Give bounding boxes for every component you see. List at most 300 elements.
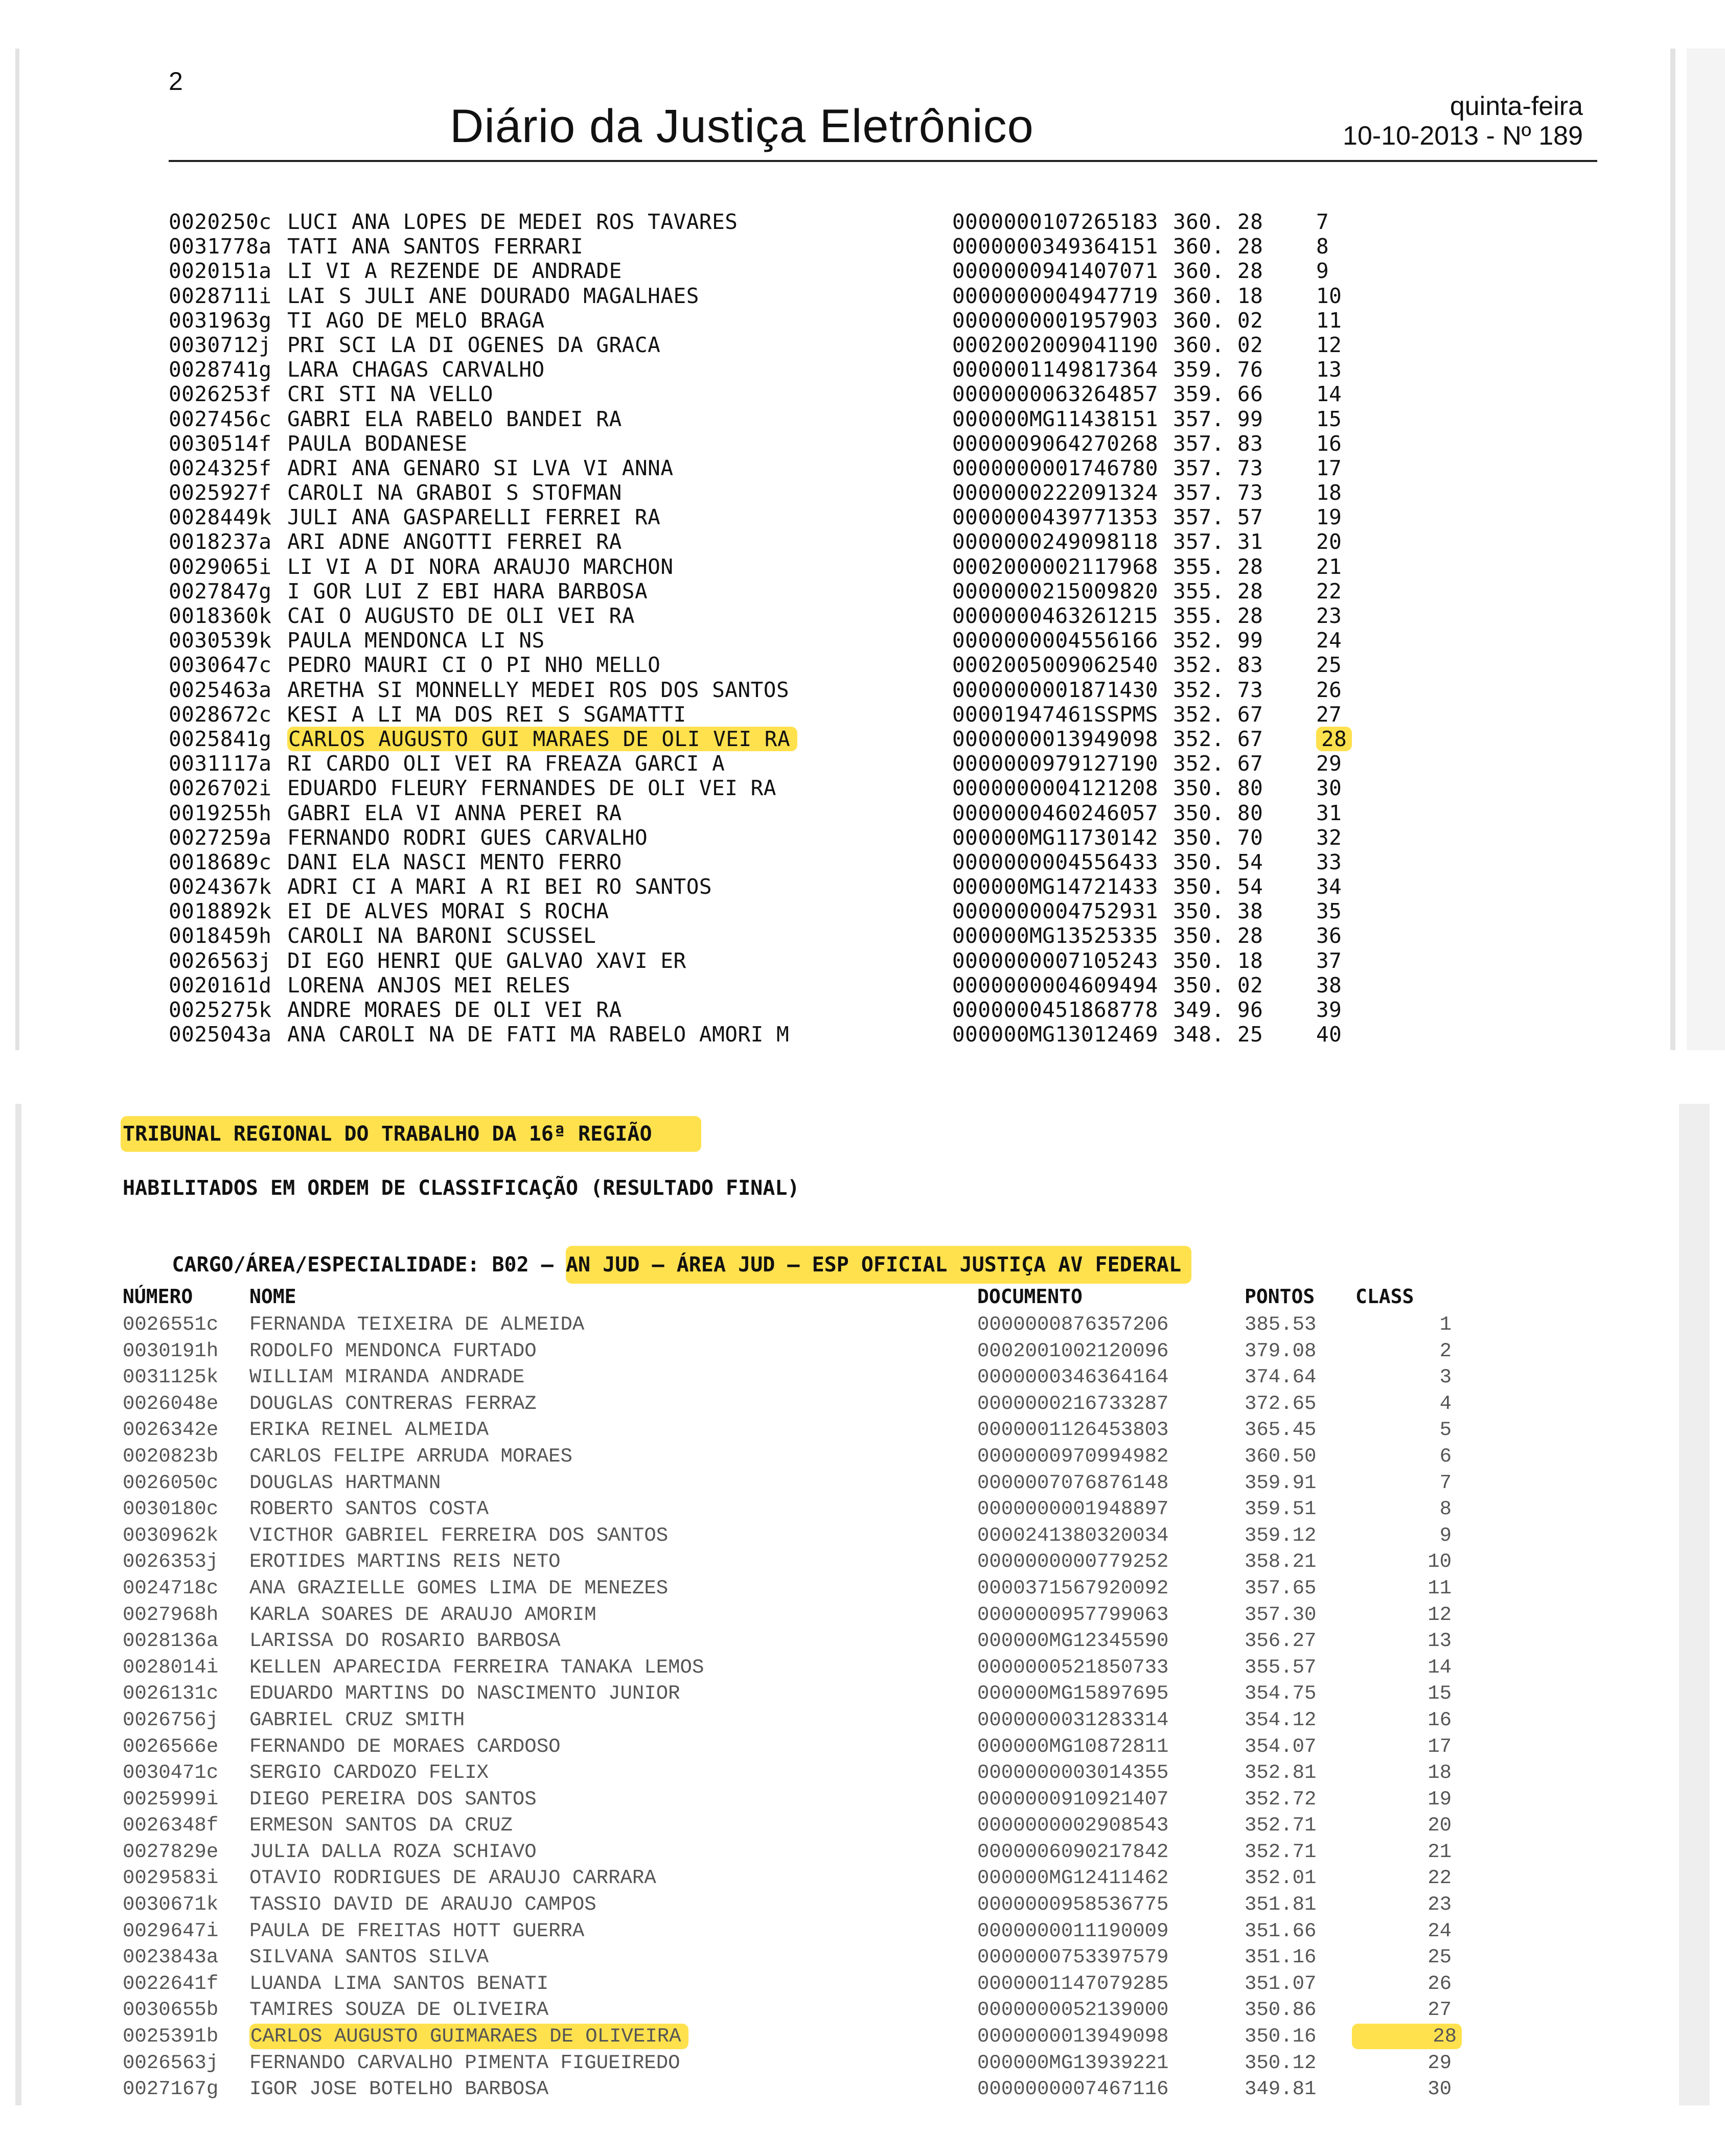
candidate-number: 0020823b	[123, 1445, 219, 1468]
candidate-number: 0030180c	[123, 1498, 219, 1521]
candidate-document: 0000000107265183	[952, 210, 1158, 234]
candidate-points: 350. 70	[1173, 825, 1263, 850]
candidate-number: 0020250c	[169, 210, 272, 234]
candidate-rank: 25	[1316, 653, 1342, 678]
candidate-name: CARLOS AUGUSTO GUI MARAES DE OLI VEI RA	[287, 727, 797, 751]
table-row	[169, 899, 1421, 923]
candidate-points: 354.75	[1245, 1682, 1317, 1705]
candidate-number: 0031117a	[169, 751, 272, 776]
candidate-name: ARI ADNE ANGOTTI FERREI RA	[287, 529, 622, 554]
candidate-rank: 13	[1316, 357, 1342, 382]
candidate-points: 360. 28	[1173, 259, 1263, 284]
candidate-points: 355. 28	[1173, 604, 1263, 628]
table-row	[169, 529, 1421, 554]
candidate-number: 0025275k	[169, 998, 272, 1022]
candidate-name: EDUARDO MARTINS DO NASCIMENTO JUNIOR	[249, 1682, 680, 1705]
candidate-number: 0019255h	[169, 800, 272, 825]
candidate-number: 0026563j	[123, 2051, 219, 2074]
candidate-rank: 36	[1316, 923, 1342, 948]
candidate-document: 0000000001948897	[977, 1498, 1169, 1521]
candidate-number: 0030962k	[123, 1524, 219, 1547]
candidate-rank: 10	[1316, 283, 1342, 308]
candidate-document: 0000001126453803	[977, 1419, 1169, 1442]
candidate-rank: 20	[1428, 1814, 1452, 1837]
candidate-document: 0002000002117968	[952, 554, 1158, 579]
candidate-points: 357. 73	[1173, 480, 1263, 505]
candidate-points: 379.08	[1245, 1339, 1317, 1362]
candidate-rank: 28	[1316, 727, 1352, 751]
candidate-points: 350.12	[1245, 2051, 1317, 2074]
candidate-rank: 28	[1352, 2024, 1462, 2049]
candidate-name: KESI A LI MA DOS REI S SGAMATTI	[287, 702, 686, 727]
candidate-name: CRI STI NA VELLO	[287, 382, 493, 407]
candidate-number: 0030671k	[123, 1893, 219, 1916]
candidate-document: 0000000004609494	[952, 972, 1158, 998]
candidate-name: DIEGO PEREIRA DOS SANTOS	[249, 1788, 537, 1811]
candidate-points: 355. 28	[1173, 578, 1263, 604]
candidate-name: ADRI CI A MARI A RI BEI RO SANTOS	[287, 874, 712, 899]
table-row	[169, 776, 1421, 800]
candidate-number: 0026756j	[123, 1708, 219, 1731]
results-subtitle: HABILITADOS EM ORDEM DE CLASSIFICAÇÃO (RESULTADO FINAL)	[123, 1176, 800, 1200]
candidate-name: ROBERTO SANTOS COSTA	[249, 1498, 489, 1521]
candidate-document: 0000000004947719	[952, 283, 1158, 308]
candidate-name: ADRI ANA GENARO SI LVA VI ANNA	[287, 455, 674, 480]
candidate-document: 000000MG10872811	[977, 1735, 1169, 1758]
candidate-name: EDUARDO FLEURY FERNANDES DE OLI VEI RA	[287, 776, 776, 801]
candidate-number: 0027456c	[169, 406, 272, 431]
table-row	[169, 604, 1421, 628]
candidate-name: VICTHOR GABRIEL FERREIRA DOS SANTOS	[249, 1524, 669, 1547]
page-edge	[1670, 49, 1675, 1050]
candidate-name: ARETHA SI MONNELLY MEDEI ROS DOS SANTOS	[287, 677, 790, 702]
candidate-name: FERNANDO DE MORAES CARDOSO	[249, 1735, 561, 1758]
candidate-points: 359.91	[1245, 1471, 1317, 1494]
candidate-points: 352.81	[1245, 1761, 1317, 1784]
cargo-specialty: AN JUD – ÁREA JUD – ESP OFICIAL JUSTIÇA AV FEDERAL	[566, 1246, 1191, 1284]
col-nome: NOME	[249, 1285, 296, 1308]
candidate-number: 0018459h	[169, 923, 272, 948]
table-row	[169, 801, 1421, 825]
candidate-rank: 2	[1439, 1339, 1452, 1362]
candidate-points: 352. 73	[1173, 677, 1263, 702]
candidate-points: 360. 02	[1173, 332, 1263, 357]
candidate-number: 0026348f	[123, 1814, 219, 1837]
candidate-rank: 26	[1428, 1972, 1452, 1995]
candidate-document: 0000000451868778	[952, 998, 1158, 1022]
table-row	[123, 1813, 1452, 1839]
table-row	[123, 1575, 1452, 1602]
candidate-points: 351.16	[1245, 1946, 1317, 1969]
candidate-points: 355.57	[1245, 1656, 1317, 1679]
publication-weekday: quinta-feira	[1450, 91, 1583, 121]
page-number: 2	[169, 67, 183, 96]
candidate-rank: 27	[1428, 1999, 1452, 2022]
candidate-document: 0000000004121208	[952, 776, 1158, 801]
candidate-name: PEDRO MAURI CI O PI NHO MELLO	[287, 653, 661, 678]
candidate-rank: 11	[1316, 308, 1342, 333]
candidate-rank: 14	[1428, 1656, 1452, 1679]
candidate-number: 0029065i	[169, 554, 272, 579]
candidate-document: 0000000521850733	[977, 1656, 1169, 1679]
header-rule	[169, 160, 1597, 162]
candidate-name: ERMESON SANTOS DA CRUZ	[249, 1814, 513, 1837]
candidate-points: 360. 28	[1173, 234, 1263, 259]
candidate-rank: 31	[1316, 800, 1342, 825]
candidate-number: 0028136a	[123, 1630, 219, 1653]
candidate-document: 0000000249098118	[952, 529, 1158, 554]
candidate-document: 0002002009041190	[952, 332, 1158, 357]
candidate-rank: 1	[1439, 1313, 1452, 1336]
candidate-document: 00001947461SSPMS	[952, 702, 1158, 727]
candidate-rank: 15	[1428, 1682, 1452, 1705]
table-row	[169, 308, 1421, 333]
table-row	[123, 1655, 1452, 1681]
candidate-name: PAULA MENDONCA LI NS	[287, 628, 545, 653]
candidate-number: 0026050c	[123, 1471, 219, 1494]
candidate-document: 0000000013949098	[977, 2025, 1169, 2048]
candidate-number: 0028711i	[169, 283, 272, 308]
candidate-name: LUANDA LIMA SANTOS BENATI	[249, 1972, 549, 1995]
candidate-points: 351.66	[1245, 1919, 1317, 1942]
table-row	[169, 874, 1421, 899]
candidate-document: 0000000910921407	[977, 1788, 1169, 1811]
table-row	[169, 480, 1421, 505]
table-row	[123, 1549, 1452, 1575]
candidate-points: 352. 67	[1173, 751, 1263, 776]
table-row	[123, 1944, 1452, 1971]
candidate-name: PAULA DE FREITAS HOTT GUERRA	[249, 1919, 585, 1942]
candidate-document: 0000000216733287	[977, 1392, 1169, 1415]
table-row	[123, 1338, 1452, 1365]
candidate-name: LI VI A REZENDE DE ANDRADE	[287, 259, 622, 284]
table-row	[169, 923, 1421, 948]
candidate-points: 350.86	[1245, 1999, 1317, 2022]
candidate-name: EROTIDES MARTINS REIS NETO	[249, 1550, 561, 1573]
table-row	[123, 1391, 1452, 1418]
candidate-document: 000000MG14721433	[952, 874, 1158, 899]
candidate-document: 0000000007467116	[977, 2078, 1169, 2101]
candidate-number: 0026702i	[169, 776, 272, 801]
candidate-number: 0024718c	[123, 1577, 219, 1599]
candidate-rank: 34	[1316, 874, 1342, 899]
candidate-document: 0000006090217842	[977, 1840, 1169, 1863]
table-row	[123, 1918, 1452, 1945]
candidate-rank: 24	[1428, 1919, 1452, 1942]
candidate-document: 0000000215009820	[952, 578, 1158, 604]
table-row	[123, 1444, 1452, 1470]
candidate-rank: 8	[1316, 234, 1329, 259]
candidate-points: 360. 18	[1173, 283, 1263, 308]
candidate-rank: 39	[1316, 998, 1342, 1022]
candidate-points: 385.53	[1245, 1313, 1317, 1336]
candidate-points: 359.51	[1245, 1498, 1317, 1521]
candidate-document: 0000000876357206	[977, 1313, 1169, 1336]
candidate-rank: 30	[1428, 2078, 1452, 2101]
candidate-name: CARLOS FELIPE ARRUDA MORAES	[249, 1445, 572, 1468]
candidate-document: 0000000004556433	[952, 849, 1158, 874]
candidate-document: 000000MG12345590	[977, 1630, 1169, 1653]
candidate-document: 0000371567920092	[977, 1577, 1169, 1599]
candidate-document: 000000MG13525335	[952, 923, 1158, 948]
candidate-points: 360.50	[1245, 1445, 1317, 1468]
candidate-name: DI EGO HENRI QUE GALVAO XAVI ER	[287, 948, 686, 973]
candidate-rank: 33	[1316, 849, 1342, 874]
candidate-rank: 12	[1316, 332, 1342, 357]
candidate-name: IGOR JOSE BOTELHO BARBOSA	[249, 2078, 549, 2101]
candidate-document: 0000000460246057	[952, 800, 1158, 825]
candidate-rank: 20	[1316, 529, 1342, 554]
candidate-number: 0030471c	[123, 1761, 219, 1784]
candidate-rank: 9	[1316, 259, 1329, 284]
candidate-document: 000000MG11438151	[952, 406, 1158, 431]
table-row	[169, 333, 1421, 357]
table-row	[169, 702, 1421, 727]
candidate-number: 0018892k	[169, 899, 272, 924]
candidate-name: WILLIAM MIRANDA ANDRADE	[249, 1366, 525, 1389]
candidate-rank: 21	[1428, 1840, 1452, 1863]
candidate-points: 374.64	[1245, 1366, 1317, 1389]
candidate-document: 0000000004752931	[952, 899, 1158, 924]
candidate-number: 0027968h	[123, 1603, 219, 1626]
candidate-points: 372.65	[1245, 1392, 1317, 1415]
candidate-points: 348. 25	[1173, 1022, 1263, 1047]
candidate-points: 359. 66	[1173, 382, 1263, 407]
candidate-number: 0029583i	[123, 1867, 219, 1890]
table-row	[169, 727, 1421, 751]
candidate-document: 0000000052139000	[977, 1999, 1169, 2022]
candidate-number: 0030712j	[169, 332, 272, 357]
table-row	[169, 579, 1421, 604]
candidate-points: 358.21	[1245, 1550, 1317, 1573]
candidate-rank: 14	[1316, 382, 1342, 407]
candidate-rank: 29	[1316, 751, 1342, 776]
candidate-document: 0000000001746780	[952, 455, 1158, 480]
candidate-name: I GOR LUI Z EBI HARA BARBOSA	[287, 578, 648, 604]
candidate-name: GABRI ELA VI ANNA PEREI RA	[287, 800, 622, 825]
table-row	[169, 210, 1421, 234]
candidate-rank: 38	[1316, 972, 1342, 998]
candidate-number: 0025999i	[123, 1788, 219, 1811]
candidate-number: 0025927f	[169, 480, 272, 505]
candidate-document: 0000000439771353	[952, 505, 1158, 530]
candidate-name: TATI ANA SANTOS FERRARI	[287, 234, 584, 259]
candidate-rank: 40	[1316, 1022, 1342, 1047]
candidate-rank: 29	[1428, 2051, 1452, 2074]
candidate-rank: 23	[1316, 604, 1342, 628]
candidate-points: 350. 28	[1173, 923, 1263, 948]
candidate-number: 0031963g	[169, 308, 272, 333]
candidate-number: 0027167g	[123, 2078, 219, 2101]
candidate-points: 352. 99	[1173, 628, 1263, 653]
candidate-document: 0000000011190009	[977, 1919, 1169, 1942]
candidate-number: 0024367k	[169, 874, 272, 899]
results-table	[123, 1284, 1457, 2103]
col-numero: NÚMERO	[123, 1285, 193, 1308]
candidate-document: 000000MG13939221	[977, 2051, 1169, 2074]
candidate-points: 357. 73	[1173, 455, 1263, 480]
candidate-document: 0000009064270268	[952, 431, 1158, 456]
candidate-name: KARLA SOARES DE ARAUJO AMORIM	[249, 1603, 596, 1626]
edition-date-number: 10-10-2013 - Nº 189	[1343, 121, 1583, 151]
candidate-points: 356.27	[1245, 1630, 1317, 1653]
candidate-name: SERGIO CARDOZO FELIX	[249, 1761, 489, 1784]
candidate-name: TAMIRES SOUZA DE OLIVEIRA	[249, 1999, 549, 2022]
candidate-points: 350. 54	[1173, 849, 1263, 874]
candidate-name: LAI S JULI ANE DOURADO MAGALHAES	[287, 283, 699, 308]
candidate-number: 0018689c	[169, 849, 272, 874]
candidate-document: 0000001149817364	[952, 357, 1158, 382]
candidate-points: 360. 02	[1173, 308, 1263, 333]
candidate-points: 352. 83	[1173, 653, 1263, 678]
candidate-name: CAI O AUGUSTO DE OLI VEI RA	[287, 604, 635, 628]
candidate-document: 0000001147079285	[977, 1972, 1169, 1995]
candidate-name: DANI ELA NASCI MENTO FERRO	[287, 849, 622, 874]
candidate-name: JULIA DALLA ROZA SCHIAVO	[249, 1840, 537, 1863]
table-row	[123, 1997, 1452, 2024]
table-row	[169, 554, 1421, 579]
candidate-document: 0000000463261215	[952, 604, 1158, 628]
table-row	[123, 1364, 1452, 1391]
candidate-rank: 30	[1316, 776, 1342, 801]
candidate-name: RI CARDO OLI VEI RA FREAZA GARCI A	[287, 751, 725, 776]
candidate-number: 0026131c	[123, 1682, 219, 1705]
table-row	[169, 382, 1421, 406]
table-row	[169, 259, 1421, 283]
candidate-name: JULI ANA GASPARELLI FERREI RA	[287, 505, 661, 530]
table-row	[123, 1602, 1452, 1629]
candidate-document: 0000000000779252	[977, 1550, 1169, 1573]
page-edge	[1679, 1104, 1710, 2105]
candidate-number: 0027847g	[169, 578, 272, 604]
candidate-rank: 22	[1428, 1867, 1452, 1890]
table-row	[169, 456, 1421, 480]
candidate-points: 352. 67	[1173, 726, 1263, 751]
candidate-name: LARISSA DO ROSARIO BARBOSA	[249, 1630, 561, 1653]
candidate-rank: 16	[1316, 431, 1342, 456]
candidate-number: 0022641f	[123, 1972, 219, 1995]
candidate-points: 354.07	[1245, 1735, 1317, 1758]
candidate-number: 0018360k	[169, 604, 272, 628]
page-margin	[1687, 49, 1725, 1050]
candidate-points: 357.65	[1245, 1577, 1317, 1599]
candidate-rank: 32	[1316, 825, 1342, 850]
candidate-points: 349. 96	[1173, 998, 1263, 1022]
table-row	[169, 1022, 1421, 1047]
candidate-name: SILVANA SANTOS SILVA	[249, 1946, 489, 1969]
candidate-number: 0024325f	[169, 455, 272, 480]
candidate-number: 0027829e	[123, 1840, 219, 1863]
candidate-points: 350.16	[1245, 2025, 1317, 2048]
table-row	[123, 1681, 1452, 1707]
candidate-name: FERNANDO RODRI GUES CARVALHO	[287, 825, 648, 850]
candidate-points: 351.81	[1245, 1893, 1317, 1916]
candidate-document: 0000000979127190	[952, 751, 1158, 776]
table-row	[123, 2076, 1452, 2103]
table-row	[123, 1470, 1452, 1497]
candidate-rank: 21	[1316, 554, 1342, 579]
candidate-rank: 35	[1316, 899, 1342, 924]
candidate-document: 0000000970994982	[977, 1445, 1169, 1468]
candidate-number: 0025841g	[169, 726, 272, 751]
candidate-rank: 15	[1316, 406, 1342, 431]
candidate-document: 000000MG15897695	[977, 1682, 1169, 1705]
candidate-number: 0018237a	[169, 529, 272, 554]
candidate-name: TI AGO DE MELO BRAGA	[287, 308, 545, 333]
candidate-name: TASSIO DAVID DE ARAUJO CAMPOS	[249, 1893, 596, 1916]
cargo-label: CARGO/ÁREA/ESPECIALIDADE: B02 –	[172, 1253, 566, 1277]
candidate-name: EI DE ALVES MORAI S ROCHA	[287, 899, 609, 924]
candidate-number: 0030655b	[123, 1999, 219, 2022]
candidate-rank: 7	[1316, 210, 1329, 234]
table-row	[169, 505, 1421, 529]
candidate-name: GABRIEL CRUZ SMITH	[249, 1708, 465, 1731]
candidate-name: DOUGLAS HARTMANN	[249, 1471, 441, 1494]
candidate-number: 0030514f	[169, 431, 272, 456]
candidate-points: 350. 54	[1173, 874, 1263, 899]
candidate-document: 0000000346364164	[977, 1366, 1169, 1389]
candidate-rank: 27	[1316, 702, 1342, 727]
table-row	[123, 1523, 1452, 1549]
candidate-number: 0020151a	[169, 259, 272, 284]
table-row	[123, 1892, 1452, 1918]
candidate-rank: 13	[1428, 1630, 1452, 1653]
candidate-number: 0029647i	[123, 1919, 219, 1942]
court-name: TRIBUNAL REGIONAL DO TRABALHO DA 16ª REGIÃO	[121, 1116, 701, 1152]
candidate-points: 352.72	[1245, 1788, 1317, 1811]
candidate-rank: 3	[1439, 1366, 1452, 1389]
candidate-number: 0025391b	[123, 2025, 219, 2048]
candidate-number: 0031125k	[123, 1366, 219, 1389]
candidate-document: 000000MG11730142	[952, 825, 1158, 850]
gazette-page	[0, 0, 1725, 1050]
table-row	[169, 628, 1421, 653]
table-row	[123, 1707, 1452, 1734]
candidate-name: LARA CHAGAS CARVALHO	[287, 357, 545, 382]
candidate-points: 350. 02	[1173, 972, 1263, 998]
candidate-name: OTAVIO RODRIGUES DE ARAUJO CARRARA	[249, 1867, 656, 1890]
candidate-rank: 6	[1439, 1445, 1452, 1468]
candidate-points: 357. 31	[1173, 529, 1263, 554]
table-row	[169, 973, 1421, 998]
candidate-points: 357. 57	[1173, 505, 1263, 530]
table-row	[123, 1865, 1452, 1892]
candidate-number: 0030539k	[169, 628, 272, 653]
candidate-points: 354.12	[1245, 1708, 1317, 1731]
candidate-name: CAROLI NA BARONI SCUSSEL	[287, 923, 596, 948]
table-row	[169, 357, 1421, 382]
candidate-document: 0000000013949098	[952, 726, 1158, 751]
candidate-name: KELLEN APARECIDA FERREIRA TANAKA LEMOS	[249, 1656, 704, 1679]
table-row	[169, 850, 1421, 874]
candidate-number: 0028672c	[169, 702, 272, 727]
candidate-document: 0000000004556166	[952, 628, 1158, 653]
candidate-number: 0026342e	[123, 1419, 219, 1442]
results-page	[0, 1104, 1725, 2156]
candidate-points: 350. 38	[1173, 899, 1263, 924]
table-row	[123, 1787, 1452, 1813]
candidate-points: 349.81	[1245, 2078, 1317, 2101]
candidate-name: ANA CAROLI NA DE FATI MA RABELO AMORI M	[287, 1022, 790, 1047]
candidate-name: LUCI ANA LOPES DE MEDEI ROS TAVARES	[287, 210, 738, 234]
candidate-number: 0020161d	[169, 972, 272, 998]
candidate-document: 0000000003014355	[977, 1761, 1169, 1784]
candidate-points: 351.07	[1245, 1972, 1317, 1995]
candidate-number: 0030647c	[169, 653, 272, 678]
table-row	[169, 998, 1421, 1022]
candidate-number: 0026253f	[169, 382, 272, 407]
candidate-document: 0000000753397579	[977, 1946, 1169, 1969]
